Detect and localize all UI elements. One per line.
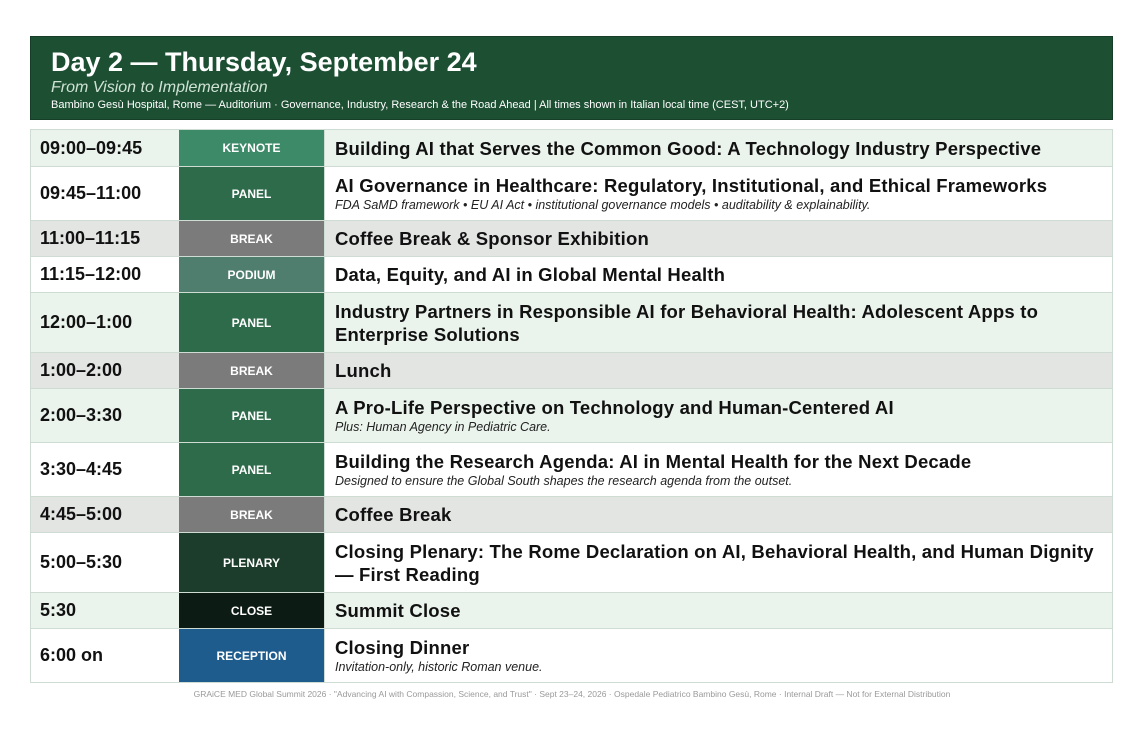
session-type-badge: PODIUM bbox=[179, 257, 324, 292]
session-type-badge: PLENARY bbox=[179, 533, 324, 592]
session-type-badge: BREAK bbox=[179, 221, 324, 256]
schedule-row bbox=[31, 388, 1112, 442]
day-subtitle: From Vision to Implementation bbox=[51, 79, 268, 96]
session-type-badge: PANEL bbox=[179, 293, 324, 352]
session-title: Coffee Break bbox=[335, 504, 452, 525]
session-type-badge: PANEL bbox=[179, 389, 324, 442]
session-type-badge: PANEL bbox=[179, 167, 324, 220]
schedule-row bbox=[31, 352, 1112, 388]
session-cell bbox=[324, 629, 1112, 682]
session-cell bbox=[324, 353, 1112, 388]
session-cell bbox=[324, 443, 1112, 496]
session-cell bbox=[324, 221, 1112, 256]
schedule-row bbox=[31, 496, 1112, 532]
time-slot: 1:00–2:00 bbox=[40, 360, 123, 380]
day-header bbox=[30, 36, 1113, 120]
session-cell bbox=[324, 497, 1112, 532]
session-note: FDA SaMD framework • EU AI Act • institutional governance models • auditability & explainability. bbox=[335, 198, 871, 212]
time-slot: 4:45–5:00 bbox=[40, 504, 123, 524]
session-title: Lunch bbox=[335, 360, 392, 381]
time-slot: 5:00–5:30 bbox=[40, 552, 123, 572]
session-title: Coffee Break & Sponsor Exhibition bbox=[335, 228, 649, 249]
session-cell bbox=[324, 389, 1112, 442]
schedule-table bbox=[30, 129, 1113, 683]
schedule-row bbox=[31, 292, 1112, 352]
session-note: Invitation-only, historic Roman venue. bbox=[335, 660, 543, 674]
time-slot: 6:00 on bbox=[40, 645, 104, 665]
session-cell bbox=[324, 593, 1112, 628]
session-type-badge: CLOSE bbox=[179, 593, 324, 628]
session-title: Closing Plenary: The Rome Declaration on AI, Behavioral Health, and Human Dignity — First Reading bbox=[335, 540, 1094, 585]
schedule-row bbox=[31, 220, 1112, 256]
time-slot: 3:30–4:45 bbox=[40, 459, 123, 479]
time-slot: 09:45–11:00 bbox=[40, 183, 142, 203]
time-slot: 11:15–12:00 bbox=[40, 264, 142, 284]
session-cell bbox=[324, 293, 1112, 352]
footer-note: GRAiCE MED Global Summit 2026 · "Advancing AI with Compassion, Science, and Trust" · Sept 23–24, 2026 · Ospedale Pediatrico Bambino Gesù, Rome · Internal Draft — Not for External Distribution bbox=[193, 689, 951, 699]
time-slot: 5:30 bbox=[40, 600, 77, 620]
session-note: Designed to ensure the Global South shapes the research agenda from the outset. bbox=[335, 474, 793, 488]
schedule-row bbox=[31, 166, 1112, 220]
session-title: Data, Equity, and AI in Global Mental Health bbox=[335, 264, 726, 285]
venue-meta: Bambino Gesù Hospital, Rome — Auditorium · Governance, Industry, Research & the Road Ahead | All times shown in Italian local time (CEST, UTC+2) bbox=[51, 99, 789, 111]
session-cell bbox=[324, 257, 1112, 292]
session-type-badge: KEYNOTE bbox=[179, 130, 324, 166]
time-slot: 12:00–1:00 bbox=[40, 312, 133, 332]
schedule-row bbox=[31, 628, 1112, 682]
session-title: Industry Partners in Responsible AI for Behavioral Health: Adolescent Apps to Enterprise Solutions bbox=[335, 300, 1039, 345]
session-title: Building the Research Agenda: AI in Mental Health for the Next Decade bbox=[335, 451, 972, 472]
session-note: Plus: Human Agency in Pediatric Care. bbox=[335, 420, 551, 434]
day-title: Day 2 — Thursday, September 24 bbox=[51, 47, 477, 77]
time-slot: 2:00–3:30 bbox=[40, 405, 123, 425]
time-slot: 09:00–09:45 bbox=[40, 137, 143, 158]
session-title: Summit Close bbox=[335, 600, 461, 621]
session-cell bbox=[324, 167, 1112, 220]
schedule-row bbox=[31, 592, 1112, 628]
session-type-badge: BREAK bbox=[179, 497, 324, 532]
schedule-row bbox=[31, 130, 1112, 166]
schedule-row bbox=[31, 256, 1112, 292]
session-title: Closing Dinner bbox=[335, 637, 470, 658]
time-slot: 11:00–11:15 bbox=[40, 228, 141, 248]
schedule-row bbox=[31, 442, 1112, 496]
session-cell bbox=[324, 533, 1112, 592]
session-cell bbox=[324, 130, 1112, 166]
session-title: A Pro-Life Perspective on Technology and Human-Centered AI bbox=[335, 397, 894, 418]
session-type-badge: BREAK bbox=[179, 353, 324, 388]
schedule-row bbox=[31, 532, 1112, 592]
session-title: Building AI that Serves the Common Good: A Technology Industry Perspective bbox=[335, 137, 1042, 159]
session-type-badge: RECEPTION bbox=[179, 629, 324, 682]
session-title: AI Governance in Healthcare: Regulatory, Institutional, and Ethical Frameworks bbox=[335, 175, 1048, 196]
session-type-badge: PANEL bbox=[179, 443, 324, 496]
